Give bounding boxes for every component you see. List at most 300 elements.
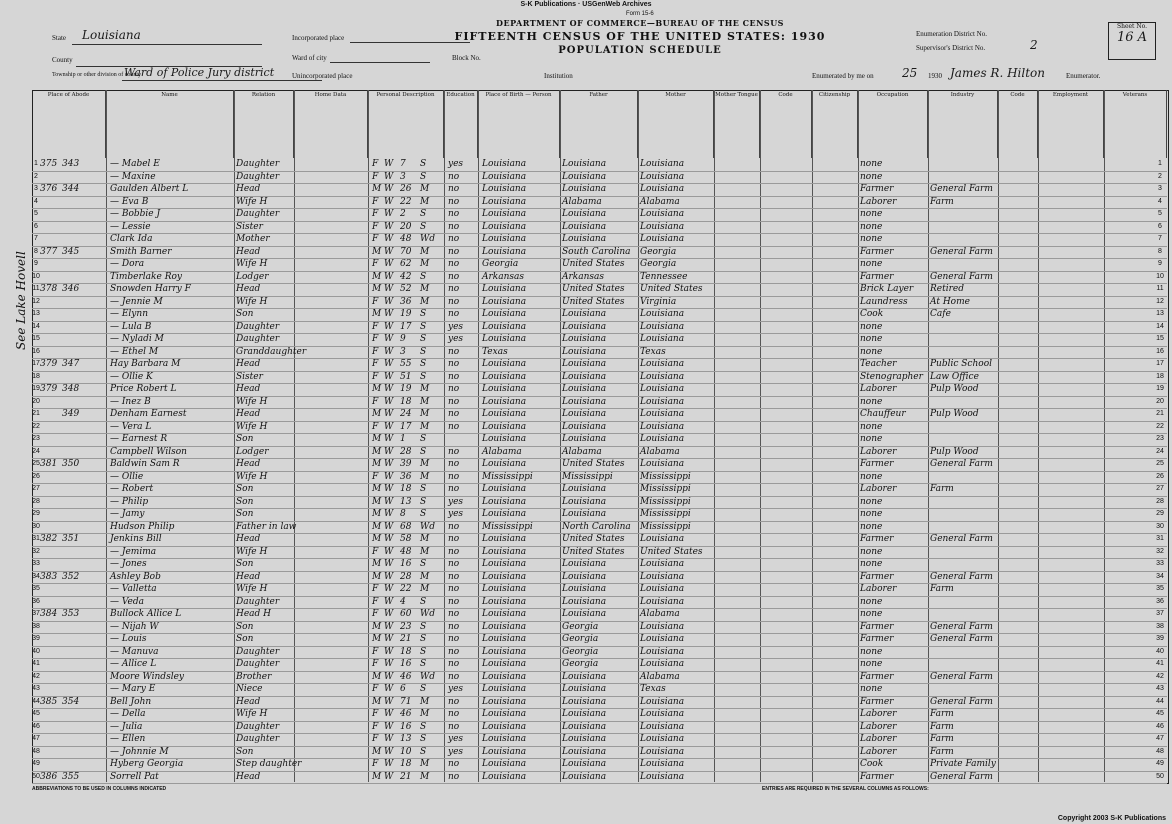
race: W [384,621,394,632]
occupation: none [860,646,883,657]
person-name: — Louis [110,634,147,644]
occupation: Laborer [860,721,897,732]
ward-line [330,62,430,63]
line-number-right: 11 [1156,285,1164,292]
birthplace-father: South Carolina [562,246,631,257]
race: W [384,246,394,257]
birthplace-person: Louisiana [482,309,527,319]
age: 23 [400,621,412,632]
race: W [384,259,394,269]
birthplace-person: Texas [482,346,508,357]
education: no [448,559,460,569]
birthplace-father: Louisiana [562,359,607,369]
sex: M [372,409,382,419]
line-number-right: 4 [1158,197,1162,205]
line-number-right: 2 [1158,172,1162,180]
birthplace-mother: Louisiana [640,221,685,232]
line-number: 2 [34,172,38,180]
sex: F [372,759,379,769]
line-number-right: 5 [1158,210,1162,217]
age: 26 [400,184,412,194]
birthplace-person: Louisiana [482,534,527,544]
relation: Head [236,571,261,582]
occupation: Laborer [860,484,897,494]
person-name: Hyberg Georgia [110,759,184,769]
birthplace-father: Louisiana [562,746,607,757]
marital-status: Wd [420,521,436,532]
industry: Pulp Wood [930,384,979,394]
age: 4 [400,596,406,607]
occupation: Laborer [860,384,897,394]
birthplace-father: Georgia [562,646,599,657]
sex: F [372,171,379,182]
occupation: none [860,659,883,669]
occupation: Farmer [860,634,894,644]
line-number: 48 [32,747,40,755]
line-number: 29 [32,510,40,517]
age: 20 [400,221,412,232]
line-number: 28 [32,497,40,505]
line-number-right: 18 [1156,372,1164,380]
line-number-right: 9 [1158,260,1162,267]
age: 8 [400,509,406,519]
sex: M [372,496,382,507]
line-number: 23 [32,435,40,442]
family-number: 347 [62,359,80,369]
occupation: none [860,684,883,694]
birthplace-mother: Louisiana [640,159,685,169]
line-number: 21 [32,410,40,417]
col-birth-father: Father [560,90,638,158]
birthplace-father: Louisiana [562,509,607,519]
education: yes [448,734,464,744]
birthplace-mother: Louisiana [640,409,685,419]
sex: F [372,334,379,344]
marital-status: S [420,159,427,169]
relation: Brother [236,671,272,682]
relation: Head [236,384,261,394]
occupation: none [860,609,883,619]
family-number: 355 [62,771,80,782]
occupation: none [860,559,883,569]
birthplace-person: Louisiana [482,621,527,632]
education: no [448,771,460,782]
person-name: Gaulden Albert L [110,184,189,194]
birthplace-father: Georgia [562,634,599,644]
age: 36 [400,471,412,482]
birthplace-mother: Mississippi [640,521,691,532]
education: no [448,246,460,257]
dwelling-number: 381 [40,459,58,469]
birthplace-father: Louisiana [562,421,607,432]
education: no [448,371,460,382]
birthplace-mother: Louisiana [640,384,685,394]
birthplace-mother: Louisiana [640,184,685,194]
occupation: none [860,346,883,357]
age: 48 [400,546,412,557]
birthplace-person: Louisiana [482,209,527,219]
relation: Granddaughter [236,346,307,357]
birthplace-mother: Louisiana [640,459,685,469]
enumerated-day: 25 [902,66,918,80]
marital-status: M [420,259,430,269]
birthplace-father: United States [562,459,625,469]
line-number: 31 [32,535,40,542]
birthplace-father: Louisiana [562,434,607,444]
ward-label: Ward of city [292,54,327,62]
education: no [448,709,460,719]
person-name: — Bobbie J [110,209,161,219]
birthplace-father: Louisiana [562,409,607,419]
sex: F [372,296,379,307]
race: W [384,759,394,769]
person-name: Price Robert L [110,384,177,394]
education: no [448,546,460,557]
department-title: DEPARTMENT OF COMMERCE—BUREAU OF THE CENSUS [496,18,784,28]
birthplace-person: Louisiana [482,171,527,182]
industry: General Farm [930,621,993,632]
person-name: — Lessie [110,221,151,232]
person-name: Timberlake Roy [110,271,182,282]
sex: F [372,359,379,369]
occupation: Laborer [860,446,897,457]
marital-status: M [420,771,430,782]
birthplace-person: Louisiana [482,234,527,244]
person-name: Hudson Philip [110,521,175,532]
sex: F [372,609,379,619]
birthplace-person: Louisiana [482,746,527,757]
sex: F [372,721,379,732]
sex: F [372,259,379,269]
race: W [384,484,394,494]
occupation: none [860,221,883,232]
dwelling-number: 384 [40,609,58,619]
marital-status: S [420,221,427,232]
census-title: FIFTEENTH CENSUS OF THE UNITED STATES: 1930 [454,30,826,43]
birthplace-person: Louisiana [482,196,527,207]
col-place-of-abode: Place of Abode [32,90,106,158]
township-value: Ward of Police Jury district [124,66,275,79]
age: 16 [400,659,412,669]
person-name: — Eva B [110,196,149,207]
line-number-right: 48 [1156,747,1164,755]
relation: Wife H [236,584,268,594]
marital-status: S [420,371,427,382]
line-number: 41 [32,660,40,667]
person-name: — Earnest R [110,434,168,444]
race: W [384,421,394,432]
person-name: Baldwin Sam R [110,459,180,469]
race: W [384,296,394,307]
birthplace-mother: Louisiana [640,434,685,444]
col-name: Name [106,90,234,158]
marital-status: S [420,621,427,632]
line-number: 1 [34,160,38,167]
line-number: 9 [34,260,38,267]
birthplace-person: Louisiana [482,221,527,232]
sex: F [372,196,379,207]
birthplace-person: Louisiana [482,671,527,682]
line-number: 25 [32,460,40,467]
marital-status: S [420,596,427,607]
age: 18 [400,646,412,657]
sex: M [372,509,382,519]
sex: F [372,396,379,407]
occupation: Farmer [860,771,894,782]
relation: Daughter [236,721,280,732]
birthplace-person: Louisiana [482,546,527,557]
marital-status: M [420,584,430,594]
marital-status: S [420,321,427,332]
line-number: 17 [32,360,40,367]
birthplace-person: Mississippi [482,471,533,482]
sex: M [372,434,382,444]
relation: Lodger [236,271,269,282]
line-number-right: 43 [1156,685,1164,692]
sex: F [372,471,379,482]
marital-status: M [420,384,430,394]
marital-status: Wd [420,234,436,244]
birthplace-person: Arkansas [482,271,525,282]
banner: S-K Publications · USGenWeb Archives [520,1,652,8]
line-number: 49 [32,760,40,767]
sex: F [372,546,379,557]
industry: General Farm [930,571,993,582]
supervisor-label: Supervisor's District No. [916,44,986,52]
sex: M [372,696,382,707]
birthplace-mother: Louisiana [640,359,685,369]
birthplace-mother: Louisiana [640,234,685,244]
supervisor-value: 2 [1030,38,1038,52]
race: W [384,196,394,207]
occupation: Farmer [860,621,894,632]
col-citizenship: Citizenship [812,90,858,158]
person-name: — Jemima [110,546,157,557]
dwelling-number: 383 [40,571,58,582]
industry: Retired [930,284,964,294]
education: no [448,659,460,669]
footer-entries: ENTRIES ARE REQUIRED IN THE SEVERAL COLUMNS AS FOLLOWS: [762,786,929,792]
occupation: Cook [860,309,884,319]
birthplace-father: Louisiana [562,334,607,344]
birthplace-person: Louisiana [482,771,527,782]
sex: F [372,684,379,694]
birthplace-mother: Louisiana [640,771,685,782]
birthplace-person: Louisiana [482,409,527,419]
education: no [448,384,460,394]
relation: Daughter [236,171,280,182]
dwelling-number: 379 [40,384,58,394]
education: no [448,359,460,369]
unincorporated-label: Unincorporated place [292,72,353,80]
sex: M [372,284,382,294]
footer [32,784,1167,818]
age: 70 [400,246,412,257]
birthplace-mother: Louisiana [640,746,685,757]
marital-status: S [420,659,427,669]
person-name: — Della [110,709,146,719]
col-education: Education [444,90,478,158]
person-name: — Nyladi M [110,334,164,344]
line-number-right: 45 [1156,710,1164,717]
occupation: none [860,396,883,407]
age: 52 [400,284,412,294]
occupation: Laborer [860,709,897,719]
race: W [384,646,394,657]
birthplace-mother: Louisiana [640,559,685,569]
education: yes [448,496,464,507]
line-number-right: 39 [1156,635,1164,642]
person-name: Jenkins Bill [110,534,162,544]
birthplace-father: Louisiana [562,384,607,394]
marital-status: S [420,346,427,357]
birthplace-person: Louisiana [482,571,527,582]
birthplace-father: Louisiana [562,496,607,507]
race: W [384,671,394,682]
sex: M [372,271,382,282]
marital-status: Wd [420,671,436,682]
line-number: 14 [32,322,40,330]
age: 3 [400,346,406,357]
relation: Wife H [236,421,268,432]
person-name: Moore Windsley [110,671,184,682]
birthplace-mother: Louisiana [640,321,685,332]
birthplace-person: Louisiana [482,159,527,169]
education: no [448,609,460,619]
person-name: — Philip [110,496,149,507]
person-name: — Ethel M [110,346,159,357]
line-number-right: 17 [1156,360,1164,367]
education: no [448,721,460,732]
occupation: none [860,496,883,507]
family-number: 344 [62,184,80,194]
sex: F [372,659,379,669]
line-number-right: 46 [1156,722,1164,730]
education: no [448,671,460,682]
line-number: 50 [32,772,40,780]
relation: Step daughter [236,759,302,769]
dwelling-number: 375 [40,159,58,169]
relation: Son [236,434,254,444]
relation: Head [236,459,261,469]
birthplace-father: Louisiana [562,584,607,594]
birthplace-mother: Louisiana [640,696,685,707]
person-name: Campbell Wilson [110,446,187,457]
age: 46 [400,709,412,719]
occupation: Teacher [860,359,897,369]
birthplace-person: Louisiana [482,421,527,432]
age: 22 [400,584,412,594]
age: 48 [400,234,412,244]
race: W [384,571,394,582]
person-name: — Ollie [110,471,144,482]
incorporated-label: Incorporated place [292,34,345,42]
birthplace-person: Louisiana [482,659,527,669]
industry: Farm [930,484,954,494]
line-number: 10 [32,272,40,280]
age: 19 [400,309,412,319]
col-occ-code: Code [998,90,1038,158]
birthplace-mother: Louisiana [640,571,685,582]
person-name: — Johnnie M [110,746,169,757]
schedule-title: POPULATION SCHEDULE [558,45,722,56]
age: 46 [400,671,412,682]
person-name: — Ellen [110,734,146,744]
race: W [384,584,394,594]
occupation: Laundress [860,296,908,307]
marital-status: M [420,284,430,294]
relation: Sister [236,371,263,382]
age: 36 [400,296,412,307]
line-number-right: 15 [1156,335,1164,342]
birthplace-mother: Virginia [640,296,677,307]
birthplace-father: Louisiana [562,671,607,682]
birthplace-father: Louisiana [562,209,607,219]
age: 17 [400,321,412,332]
dwelling-number: 376 [40,184,58,194]
birthplace-mother: Alabama [640,446,680,457]
line-number: 7 [34,235,38,242]
birthplace-father: Louisiana [562,571,607,582]
birthplace-mother: Texas [640,684,666,694]
relation: Sister [236,221,263,232]
sex: M [372,746,382,757]
line-number: 22 [32,422,40,430]
line-number: 42 [32,672,40,680]
education: no [448,584,460,594]
marital-status: S [420,684,427,694]
person-name: — Maxine [110,171,156,182]
line-number-right: 31 [1156,535,1164,542]
education: no [448,221,460,232]
education: no [448,259,460,269]
line-number: 12 [32,297,40,305]
institution-label: Institution [544,72,573,80]
line-number: 40 [32,647,40,655]
race: W [384,371,394,382]
education: no [448,446,460,457]
industry: Pulp Wood [930,409,979,419]
line-number: 33 [32,560,40,567]
birthplace-father: Louisiana [562,734,607,744]
birthplace-mother: Louisiana [640,596,685,607]
line-number: 36 [32,597,40,605]
relation: Son [236,634,254,644]
line-number: 6 [34,222,38,230]
race: W [384,534,394,544]
birthplace-father: Louisiana [562,759,607,769]
person-name: — Veda [110,596,144,607]
education: no [448,271,460,282]
col-home-data: Home Data [294,90,368,158]
race: W [384,284,394,294]
person-name: — Lula B [110,321,152,332]
education: no [448,534,460,544]
age: 9 [400,334,406,344]
person-name: — Valletta [110,584,157,594]
line-number: 35 [32,585,40,592]
marital-status: S [420,634,427,644]
block-label: Block No. [452,54,481,62]
birthplace-father: Louisiana [562,559,607,569]
state-label: State [52,34,66,42]
industry: Cafe [930,309,951,319]
line-number: 47 [32,735,40,742]
birthplace-person: Louisiana [482,396,527,407]
person-name: — Elynn [110,309,148,319]
line-number: 43 [32,685,40,692]
occupation: Laborer [860,584,897,594]
